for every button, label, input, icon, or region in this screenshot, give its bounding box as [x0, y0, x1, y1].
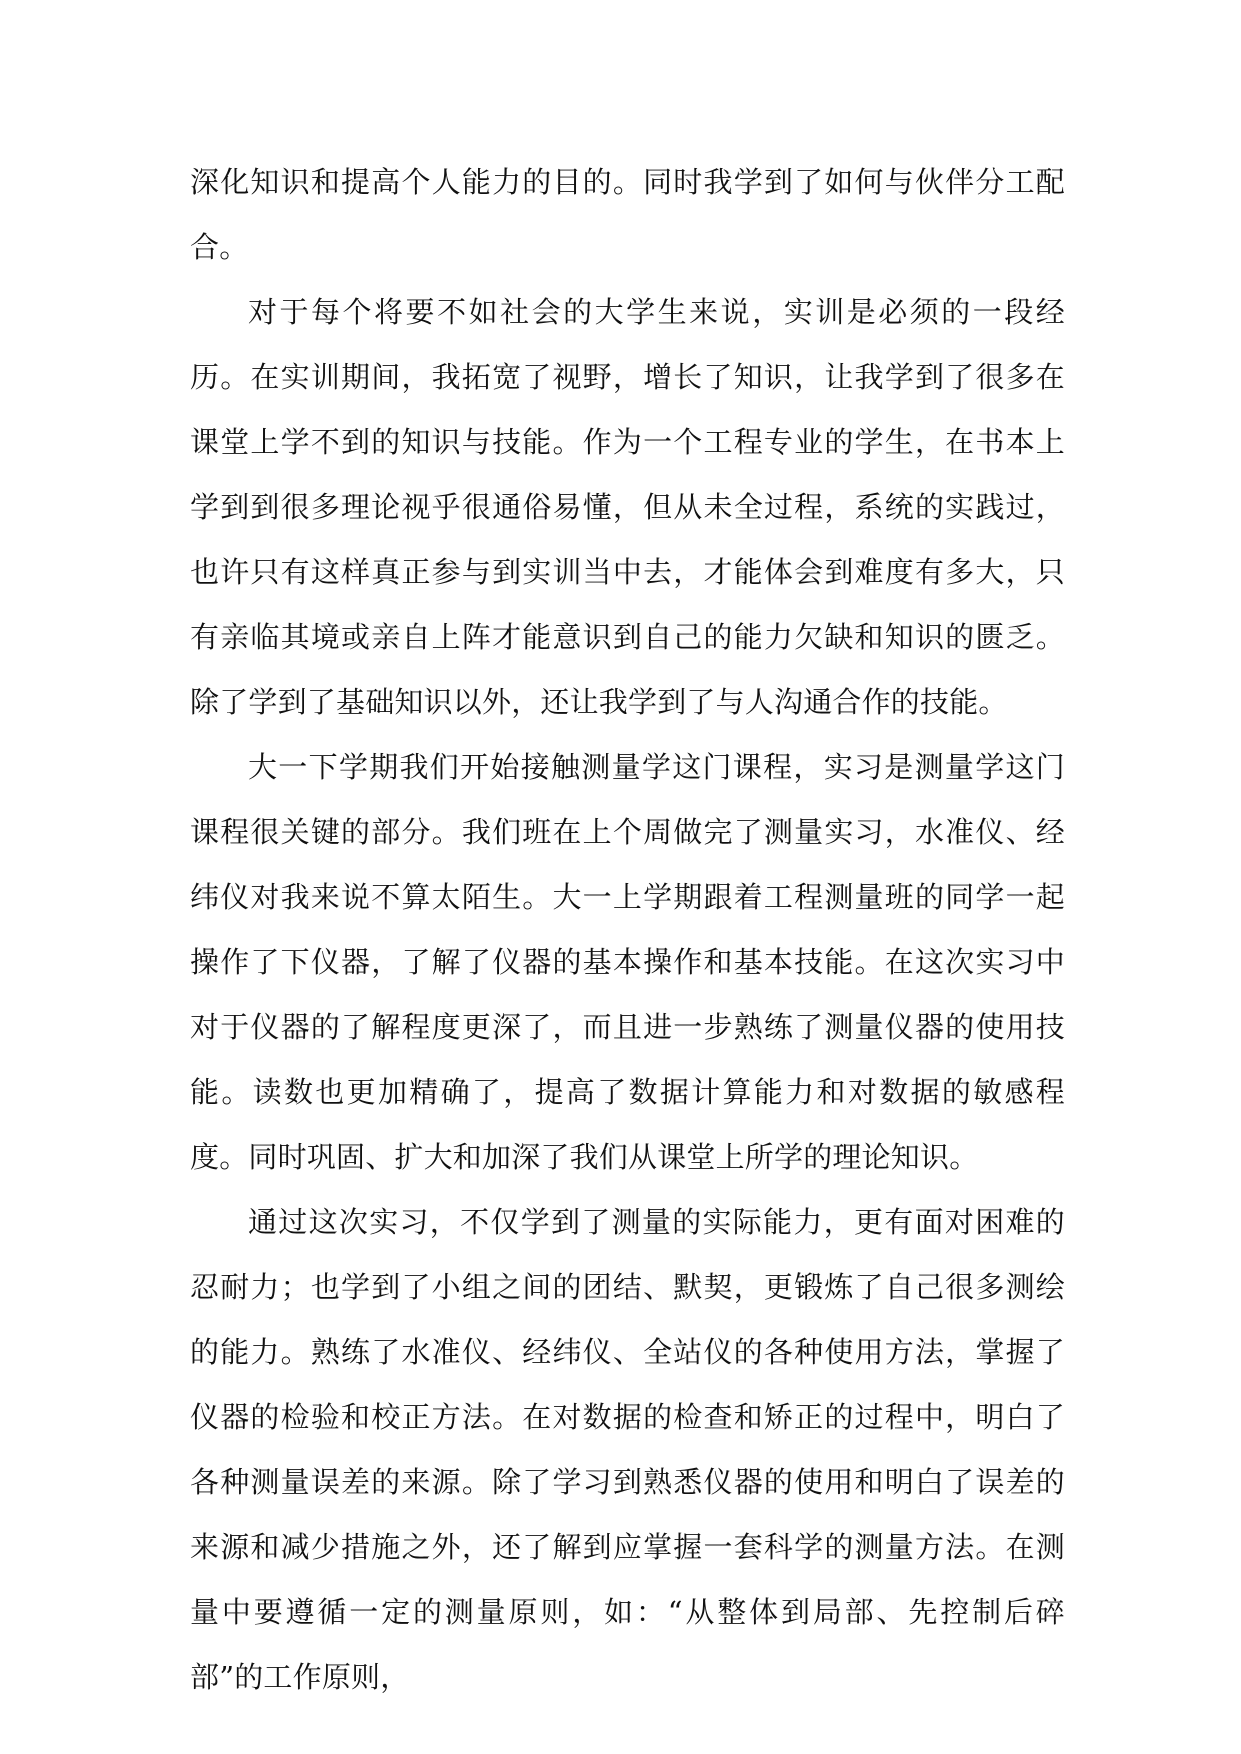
paragraph-1: 深化知识和提高个人能力的目的。同时我学到了如何与伙伴分工配合。 — [190, 165, 1065, 264]
paragraph-4: 通过这次实习，不仅学到了测量的实际能力，更有面对困难的忍耐力；也学到了小组之间的团结、默契，更锻炼了自己很多测绘的能力。熟练了水准仪、经纬仪、全站仪的各种使用方法，掌握了仪器的检验和校正方法。在对数据的检查和矫正的过程中，明白了各种测量误差的来源。除了学习到熟悉仪器的使用和明白了误差的来源和减少措施之外，还了解到应掌握一套科学的测量方法。在测量中要遵循一定的测量原则，如：“从整体到局部、先控制后碎部”的工作原则， — [190, 1205, 1065, 1694]
document-body — [190, 150, 1065, 1710]
paragraph-3: 大一下学期我们开始接触测量学这门课程，实习是测量学这门课程很关键的部分。我们班在上个周做完了测量实习，水准仪、经纬仪对我来说不算太陌生。大一上学期跟着工程测量班的同学一起操作了下仪器，了解了仪器的基本操作和基本技能。在这次实习中对于仪器的了解程度更深了，而且进一步熟练了测量仪器的使用技能。读数也更加精确了，提高了数据计算能力和对数据的敏感程度。同时巩固、扩大和加深了我们从课堂上所学的理论知识。 — [190, 750, 1065, 1174]
paragraph-2: 对于每个将要不如社会的大学生来说，实训是必须的一段经历。在实训期间，我拓宽了视野，增长了知识，让我学到了很多在课堂上学不到的知识与技能。作为一个工程专业的学生，在书本上学到到很多理论视乎很通俗易懂，但从未全过程，系统的实践过，也许只有这样真正参与到实训当中去，才能体会到难度有多大，只有亲临其境或亲自上阵才能意识到自己的能力欠缺和知识的匮乏。除了学到了基础知识以外，还让我学到了与人沟通合作的技能。 — [190, 295, 1065, 719]
